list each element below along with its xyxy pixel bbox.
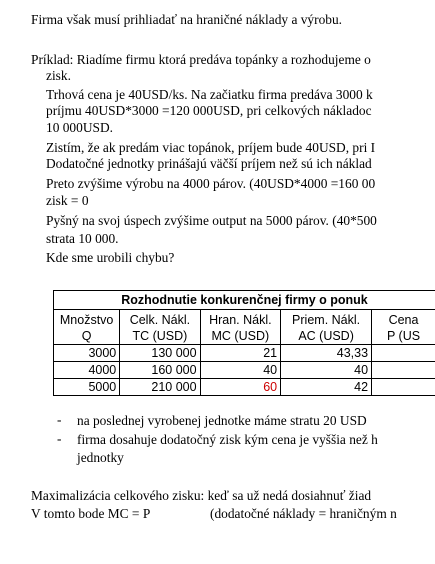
- cell-mc-highlight: 60: [200, 379, 281, 396]
- bullet-dash-1: -: [57, 412, 62, 427]
- header-total-cost: Celk. Nákl. TC (USD): [120, 310, 200, 345]
- header-average-cost: Priem. Nákl. AC (USD): [281, 310, 372, 345]
- heading: Firma však musí prihliadať na hraničné náklady a výrobu.: [31, 12, 343, 27]
- cell-ac: 40: [281, 362, 372, 379]
- table-row: [54, 362, 435, 379]
- example-line-10: Pyšný na svoj úspech zvýšime output na 5000 párov. (40*500: [46, 213, 377, 228]
- example-line-11: strata 10 000.: [46, 231, 119, 246]
- table-row: [54, 379, 435, 396]
- footer-line-2b: (dodatočné náklady = hraničným n: [210, 506, 397, 521]
- bullet-2-continued: jednotky: [77, 450, 124, 465]
- example-line-12: Kde sme urobili chybu?: [46, 250, 175, 265]
- cell-mc: 40: [200, 362, 281, 379]
- table-row: [54, 345, 435, 362]
- example-line-8: Preto zvýšime výrobu na 4000 párov. (40USD*4000 =160 00: [46, 176, 376, 191]
- footer-line-1: Maximalizácia celkového zisku: keď sa už nedá dosiahnuť žiad: [31, 488, 372, 503]
- example-line-9: zisk = 0: [46, 193, 89, 208]
- header-marginal-cost: Hran. Nákl. MC (USD): [200, 310, 281, 345]
- cell-q: 5000: [54, 379, 120, 396]
- bullet-1: na poslednej vyrobenej jednotke máme stratu 20 USD: [77, 413, 367, 428]
- example-line-6: Zistím, že ak predám viac topánok, príjem bude 40USD, pri I: [46, 140, 376, 155]
- example-line-4: príjmu 40USD*3000 =120 000USD, pri celkových nákladoc: [46, 103, 372, 118]
- cell-mc: 21: [200, 345, 281, 362]
- example-line-2: zisk.: [46, 68, 71, 83]
- cell-tc: 210 000: [120, 379, 200, 396]
- cell-price: [372, 362, 435, 379]
- bullet-2: firma dosahuje dodatočný zisk kým cena je vyššia než h: [77, 432, 378, 447]
- table-title: Rozhodnutie konkurenčnej firmy o ponuk: [54, 291, 435, 310]
- example-line-5: 10 000USD.: [46, 120, 113, 135]
- cell-price: [372, 379, 435, 396]
- cell-ac: 42: [281, 379, 372, 396]
- cell-tc: 130 000: [120, 345, 200, 362]
- cell-q: 3000: [54, 345, 120, 362]
- footer-line-2a: V tomto bode MC = P: [31, 506, 151, 521]
- bullet-dash-2: -: [57, 431, 62, 446]
- header-quantity: Množstvo Q: [54, 310, 120, 345]
- cell-q: 4000: [54, 362, 120, 379]
- cell-ac: 43,33: [281, 345, 372, 362]
- cell-price: [372, 345, 435, 362]
- header-price: Cena P (US: [372, 310, 435, 345]
- example-line-3: Trhová cena je 40USD/ks. Na začiatku firma predáva 3000 k: [46, 87, 373, 102]
- decision-table: [53, 290, 435, 396]
- example-line-1: Príklad: Riadíme firmu ktorá predáva topánky a rozhodujeme o: [31, 52, 371, 67]
- cell-tc: 160 000: [120, 362, 200, 379]
- example-line-7: Dodatočné jednotky prinášajú väčší príjem než sú ich náklad: [46, 156, 372, 171]
